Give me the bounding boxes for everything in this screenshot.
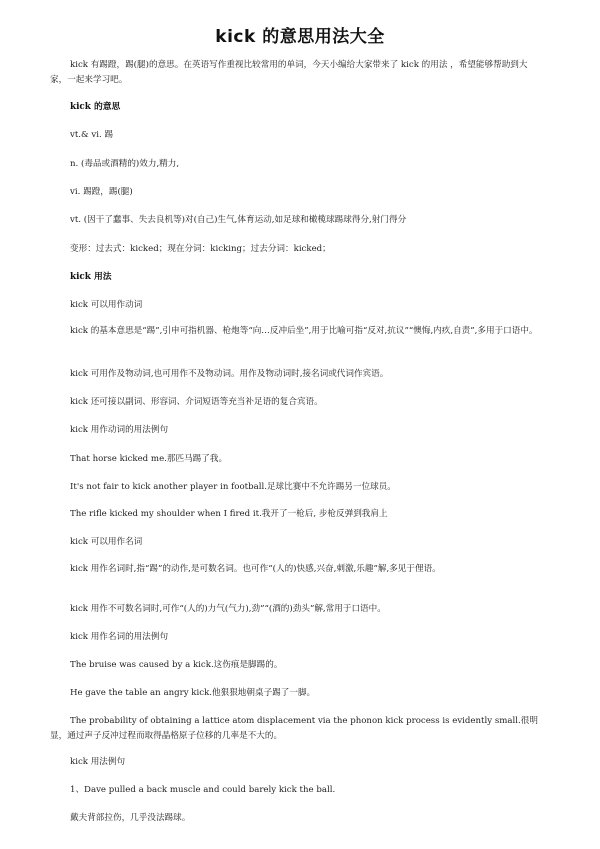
meaning-item: n. (毒品或酒精的)效力,精力,: [70, 159, 180, 169]
noun-example: He gave the table an angry kick.他狠狠地朝桌子踢了一脚。: [70, 688, 316, 698]
usage-verb-paragraph: kick 的基本意思是“踢”,引申可指机器、枪炮等“向…反冲后坐”,用于比喻可指“反对,抗议”“懊悔,内疚,自责”,多用于口语中。: [70, 326, 538, 336]
usage-noun-paragraph: kick 用作不可数名词时,可作“(人的)力气(气力),劲”“(酒的)劲头”解,常用于口语中。: [70, 604, 386, 614]
page-title: kick 的意思用法大全: [215, 27, 385, 47]
phrase-examples-heading: kick 用法例句: [70, 757, 126, 767]
verb-example: That horse kicked me.那匹马踢了我。: [70, 454, 228, 464]
usage-heading: kick 用法: [70, 272, 112, 282]
usage-verb-paragraph: kick 可用作及物动词,也可用作不及物动词。用作及物动词时,接名词或代词作宾语。: [70, 369, 389, 379]
verb-examples-heading: kick 用作动词的用法例句: [70, 425, 169, 435]
phrase-example: 1、Dave pulled a back muscle and could barely kick the ball.: [70, 785, 336, 795]
meaning-item: vt.& vi. 踢: [70, 130, 114, 140]
verb-example: The rifle kicked my shoulder when I fired it.我开了一枪后, 步枪反弹到我肩上: [70, 509, 388, 519]
noun-example: The bruise was caused by a kick.这伤痕是脚踢的。: [70, 660, 283, 670]
usage-verb-paragraph: kick 还可接以副词、形容词、介词短语等充当补足语的复合宾语。: [70, 397, 323, 407]
meaning-item: vi. 踢蹬，踢(腿): [70, 187, 133, 197]
usage-noun-heading: kick 可以用作名词: [70, 537, 143, 547]
intro-paragraph: kick 有踢蹬，踢(腿)的意思。在英语写作重视比较常用的单词，今天小编给大家带来了 kick 的用法 ，希望能够帮助到大家，一起来学习吧。: [50, 60, 528, 85]
verb-example: It's not fair to kick another player in football.足球比赛中不允许踢另一位球员。: [70, 482, 396, 492]
noun-examples-heading: kick 用作名词的用法例句: [70, 632, 169, 642]
phrase-example: 戴夫背部拉伤，几乎没法踢球。: [70, 813, 191, 823]
meaning-item: vt. (因干了蠢事、失去良机等)对(自己)生气,体育运动,如足球和橄榄球踢球得分,射门得分: [70, 215, 407, 225]
meaning-item: 变形：过去式：kicked；现在分词：kicking；过去分词：kicked；: [70, 244, 331, 254]
meaning-heading: kick 的意思: [70, 102, 121, 112]
usage-verb-heading: kick 可以用作动词: [70, 300, 143, 310]
noun-example: The probability of obtaining a lattice atom displacement via the phonon kick process is evidently small.很明显，通过声子反冲过程而取得晶格原子位移的几率是不大的。: [50, 716, 538, 741]
usage-noun-paragraph: kick 用作名词时,指“踢”的动作,是可数名词。也可作“(人的)快感,兴奋,刺激,乐趣”解,多见于俚语。: [70, 564, 441, 574]
